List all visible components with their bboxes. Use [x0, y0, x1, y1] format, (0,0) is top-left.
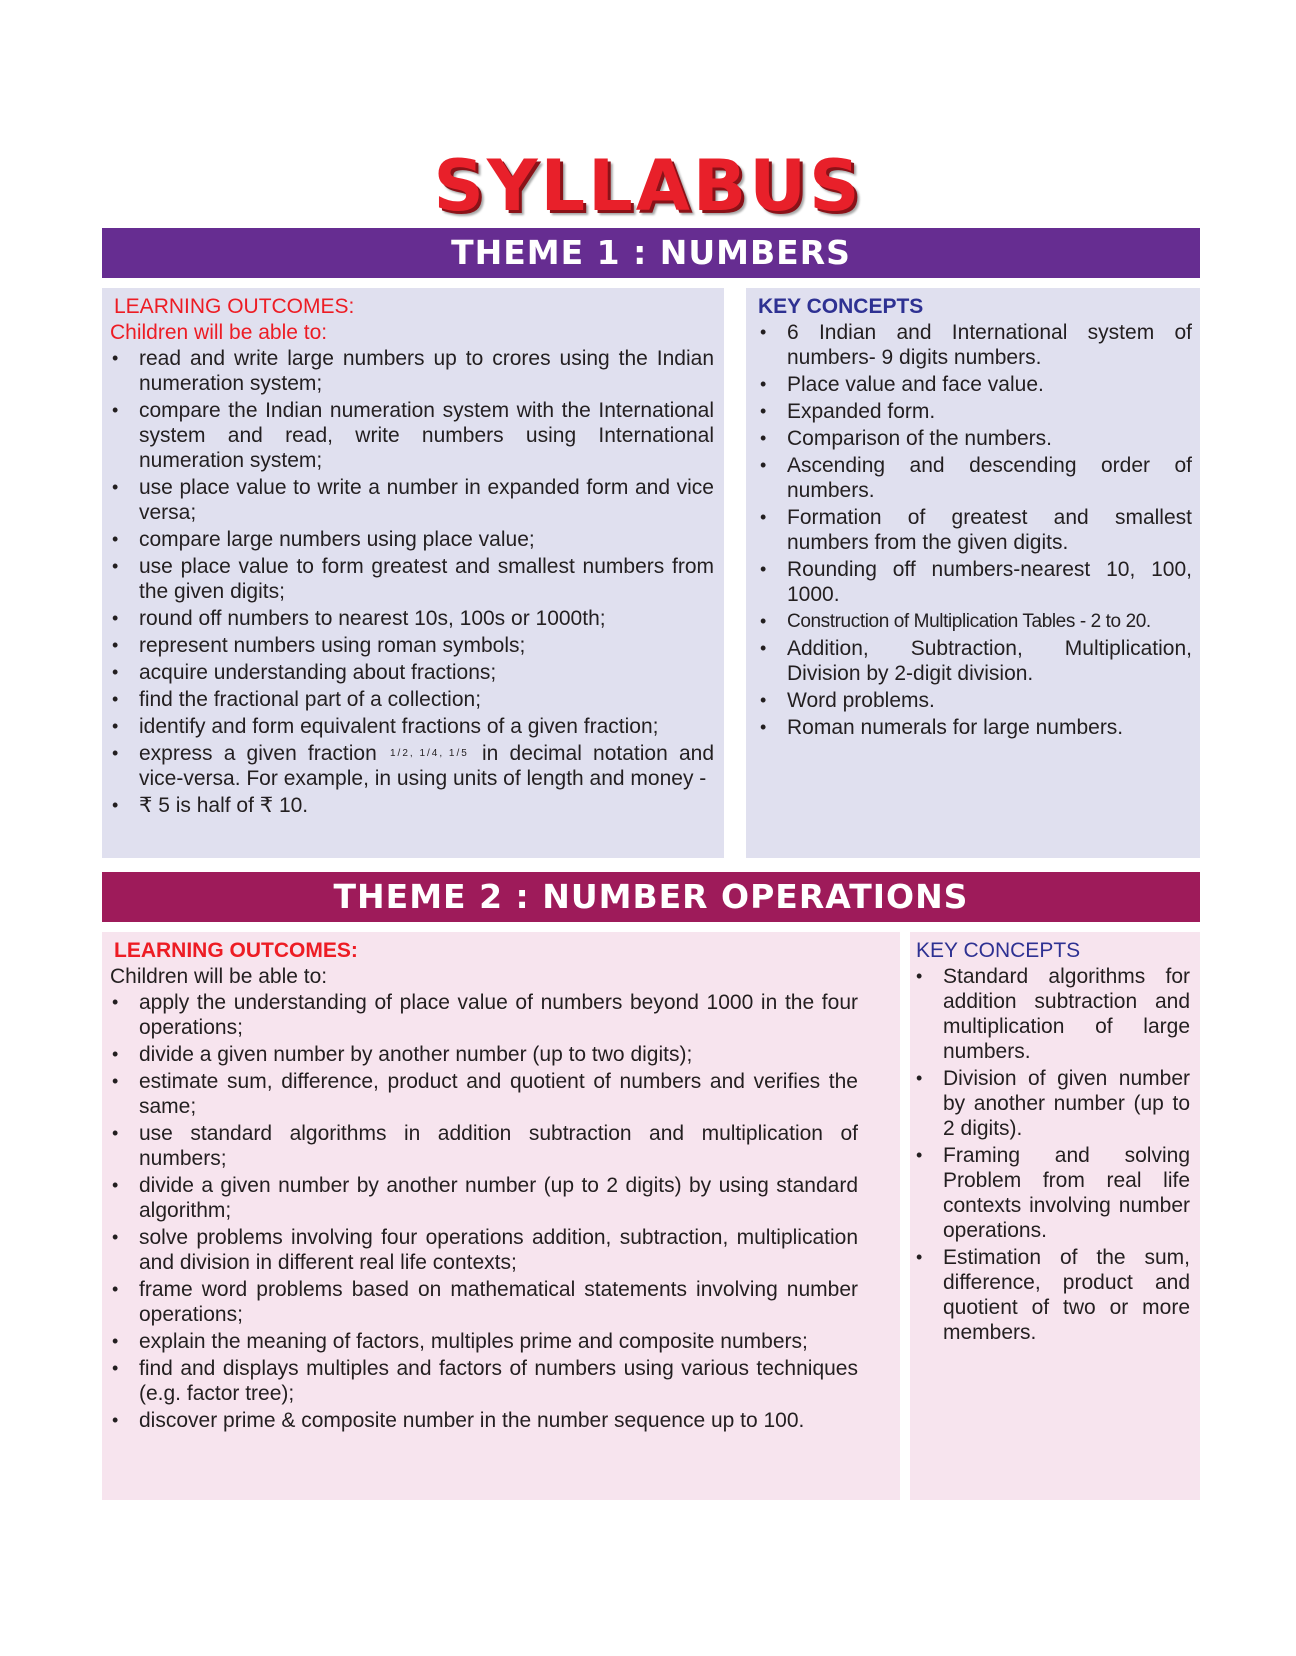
- list-item: • Standard algorithms for addition subtraction and multiplication of large numbers.: [914, 964, 1190, 1064]
- list-item: • divide a given number by another number (up to 2 digits) by using standard algorithm;: [110, 1173, 858, 1223]
- list-item: • identify and form equivalent fractions of a given fraction;: [110, 714, 714, 739]
- list-item: • Word problems.: [758, 688, 1192, 713]
- express-text-after: in decimal notation and vice-versa. For example, in using units of length and money -: [139, 742, 714, 790]
- theme-2-intro: Children will be able to:: [110, 965, 328, 988]
- theme-1-banner: THEME 1 : NUMBERS: [102, 228, 1200, 278]
- list-item: • explain the meaning of factors, multiples prime and composite numbers;: [110, 1329, 858, 1354]
- theme-1-outcomes-heading: LEARNING OUTCOMES:: [114, 295, 355, 318]
- list-item: • acquire understanding about fractions;: [110, 660, 714, 685]
- theme-1-key-concepts-list: [758, 320, 1192, 740]
- list-item: • Roman numerals for large numbers.: [758, 715, 1192, 740]
- list-item-express-fraction: [110, 741, 714, 791]
- list-item: • apply the understanding of place value of numbers beyond 1000 in the four operations;: [110, 990, 858, 1040]
- list-item: • Construction of Multiplication Tables - 2 to 20.: [758, 609, 1192, 634]
- list-item: • Estimation of the sum, difference, product and quotient of two or more members.: [914, 1245, 1190, 1345]
- theme-2-key-concepts-list: [914, 964, 1190, 1345]
- list-item: • find and displays multiples and factors of numbers using various techniques (e.g. factor tree);: [110, 1356, 858, 1406]
- list-item: • Addition, Subtraction, Multiplication, Division by 2-digit division.: [758, 636, 1192, 686]
- list-item: • Framing and solving Problem from real life contexts involving number operations.: [914, 1143, 1190, 1243]
- list-item: • solve problems involving four operations addition, subtraction, multiplication and division in different real life contexts;: [110, 1225, 858, 1275]
- list-item: • Expanded form.: [758, 399, 1192, 424]
- theme-2-banner: THEME 2 : NUMBER OPERATIONS: [102, 872, 1200, 922]
- express-text-before: express a given fraction: [139, 742, 377, 765]
- fraction-values: 1/2, 1/4, 1/5: [389, 748, 469, 760]
- list-item: • frame word problems based on mathematical statements involving number operations;: [110, 1277, 858, 1327]
- list-item: • use standard algorithms in addition subtraction and multiplication of numbers;: [110, 1121, 858, 1171]
- theme-1-key-concepts-heading: KEY CONCEPTS: [758, 295, 924, 318]
- list-item: • use place value to form greatest and smallest numbers from the given digits;: [110, 554, 714, 604]
- list-item: • ₹ 5 is half of ₹ 10.: [110, 793, 714, 818]
- list-item: • discover prime & composite number in the number sequence up to 100.: [110, 1408, 858, 1433]
- list-item: • Comparison of the numbers.: [758, 426, 1192, 451]
- theme-2-learning-outcomes-panel: [102, 932, 900, 1500]
- list-item: • estimate sum, difference, product and quotient of numbers and verifies the same;: [110, 1069, 858, 1119]
- theme-2-key-concepts-heading: KEY CONCEPTS: [916, 939, 1081, 962]
- list-item: • Ascending and descending order of numbers.: [758, 453, 1192, 503]
- list-item: • divide a given number by another number (up to two digits);: [110, 1042, 858, 1067]
- list-item: • 6 Indian and International system of numbers- 9 digits numbers.: [758, 320, 1192, 370]
- list-item: • represent numbers using roman symbols;: [110, 633, 714, 658]
- list-item: • Division of given number by another number (up to 2 digits).: [914, 1066, 1190, 1141]
- page-title: SYLLABUS: [433, 145, 863, 227]
- list-item: • compare the Indian numeration system with the International system and read, write numbers using International numeration system;: [110, 398, 714, 473]
- list-item: • round off numbers to nearest 10s, 100s or 1000th;: [110, 606, 714, 631]
- list-item: • compare large numbers using place value;: [110, 527, 714, 552]
- theme-2-outcomes-list: [110, 990, 858, 1433]
- list-item: • read and write large numbers up to crores using the Indian numeration system;: [110, 346, 714, 396]
- list-item: • use place value to write a number in expanded form and vice versa;: [110, 475, 714, 525]
- theme-1-key-concepts-panel: [746, 288, 1200, 858]
- list-item: • Formation of greatest and smallest numbers from the given digits.: [758, 505, 1192, 555]
- theme-1-intro: Children will be able to:: [110, 321, 328, 344]
- list-item: • Rounding off numbers-nearest 10, 100, 1000.: [758, 557, 1192, 607]
- theme-1-learning-outcomes-panel: [102, 288, 724, 858]
- theme-2-outcomes-heading: LEARNING OUTCOMES:: [114, 939, 358, 962]
- theme-1-outcomes-list: [110, 346, 714, 818]
- list-item: • Place value and face value.: [758, 372, 1192, 397]
- list-item: • find the fractional part of a collection;: [110, 687, 714, 712]
- theme-2-key-concepts-panel: [910, 932, 1200, 1500]
